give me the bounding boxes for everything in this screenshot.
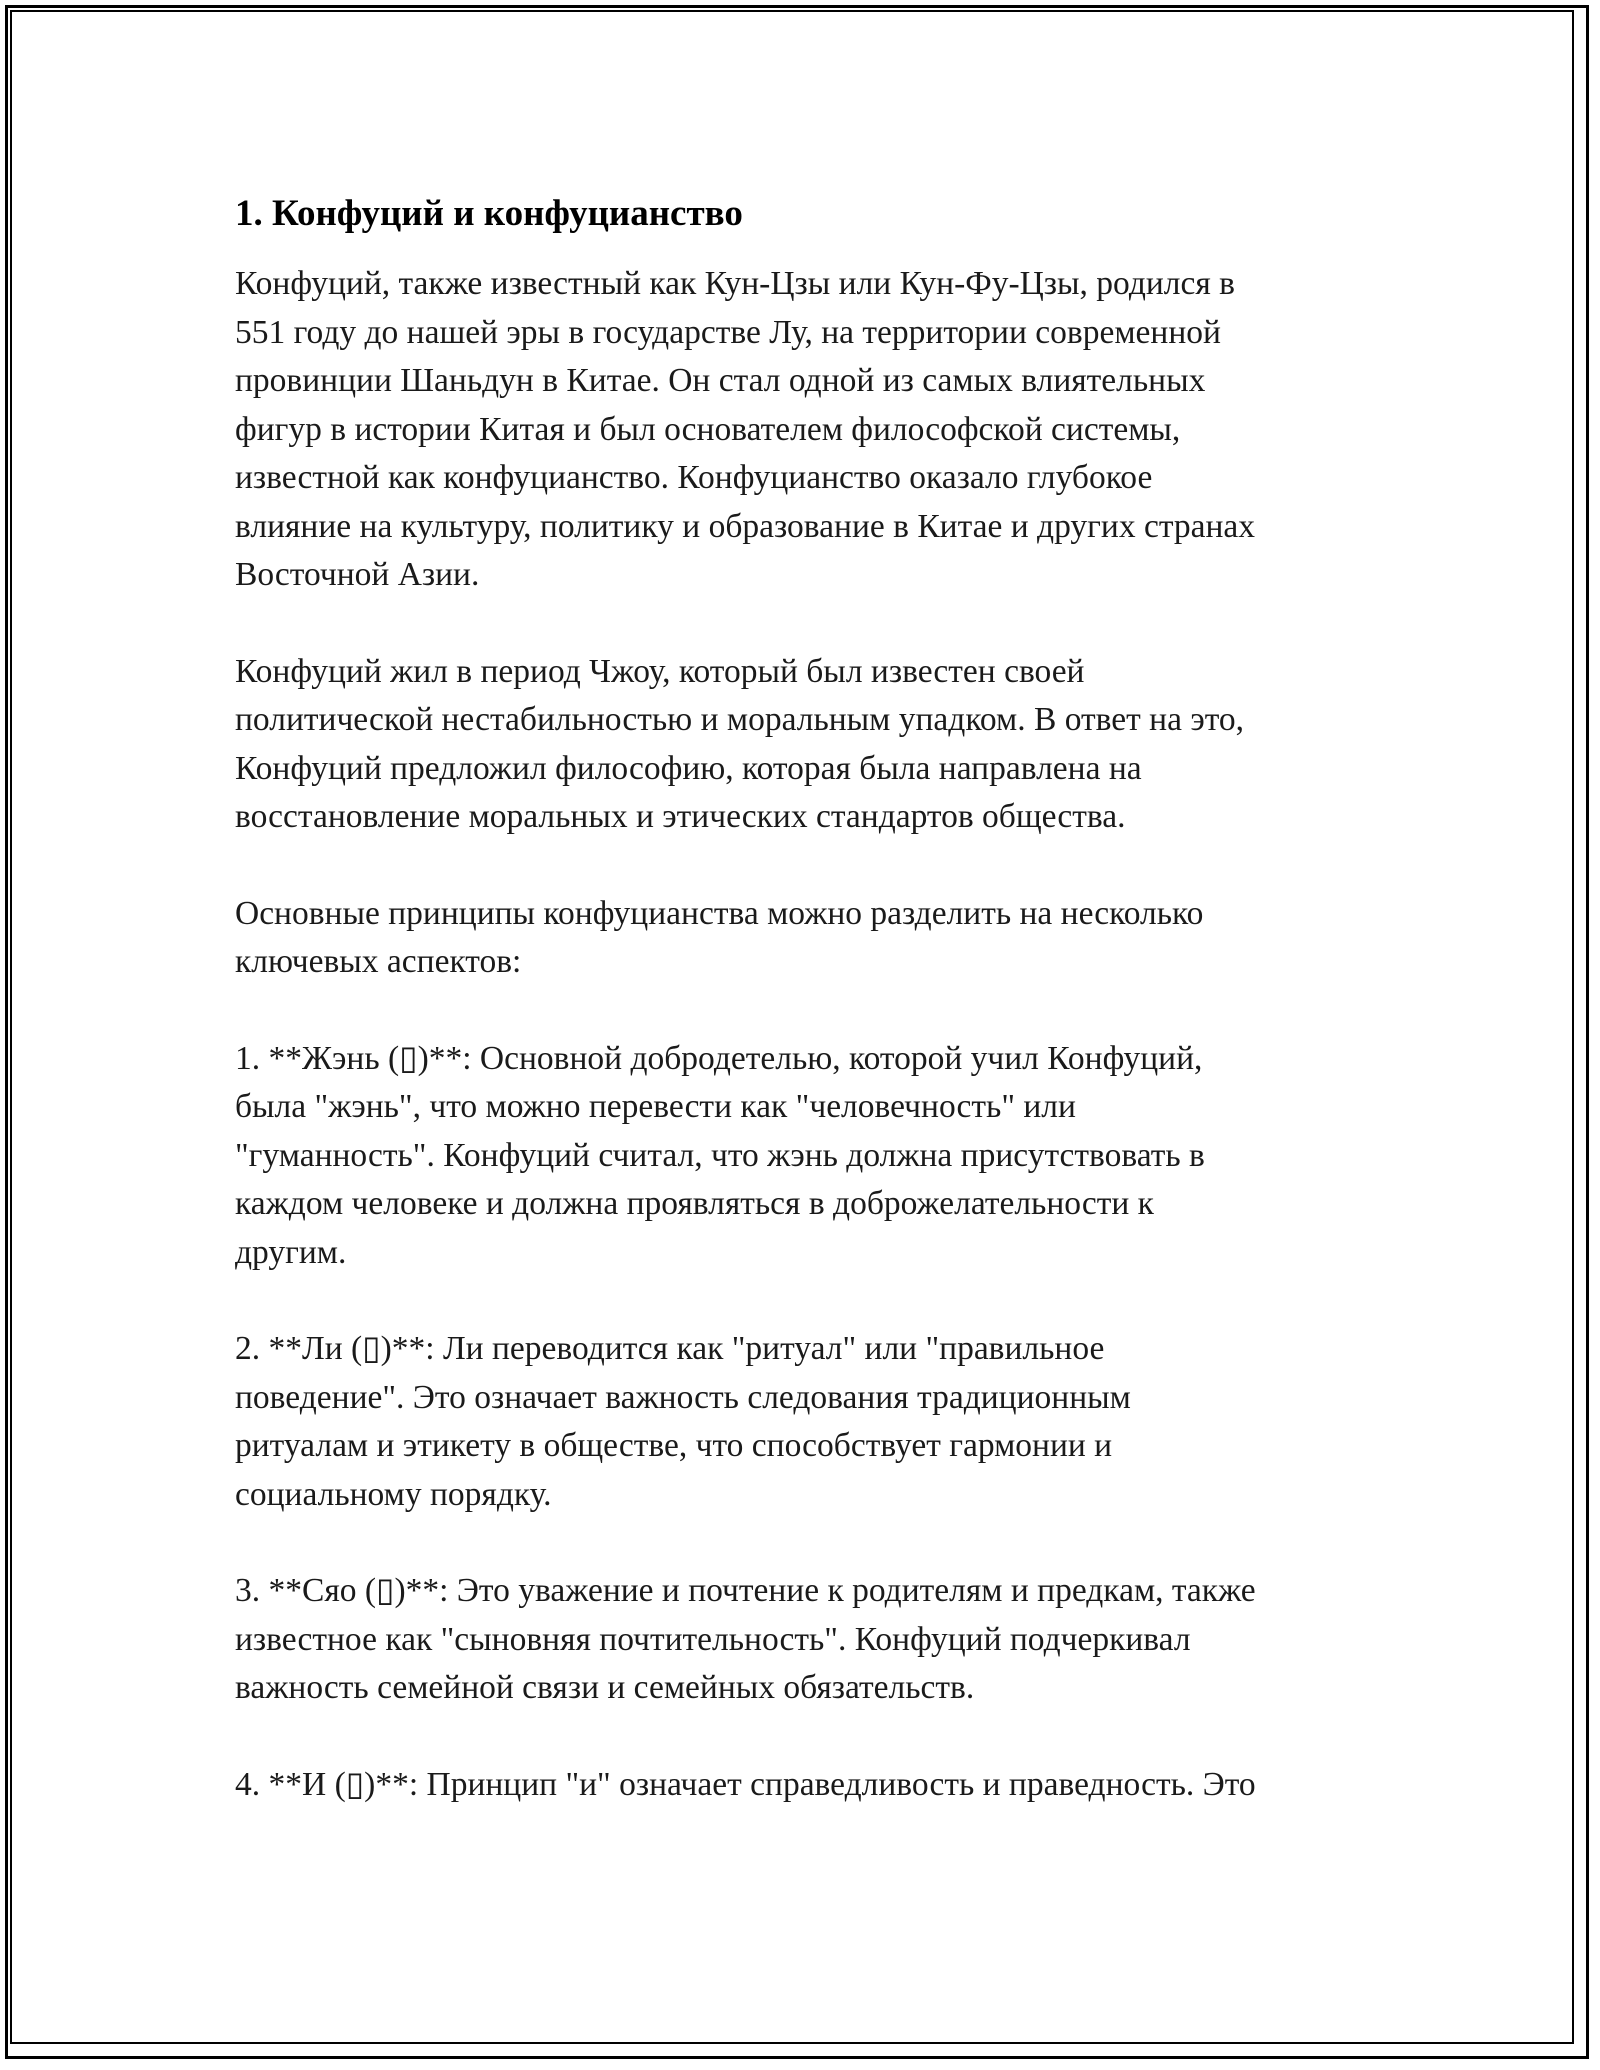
paragraph-principles-intro: Основные принципы конфуцианства можно разделить на несколько ключевых аспектов: (235, 894, 1204, 980)
list-item-yi: 4. **И (▯)**: Принцип "и" означает справедливость и праведность. Это (235, 1765, 1256, 1803)
section-title: 1. Конфуций и конфуцианство (235, 193, 743, 234)
document-body (235, 190, 1385, 1857)
paragraph-intro: Конфуций, также известный как Кун-Цзы или Кун-Фу-Цзы, родился в 551 году до нашей эры в государстве Лу, на территории современной провинции Шаньдун в Китае. Он стал одной из самых влиятельных фигур в истории Китая и был основателем философской системы, известной как конфуцианство. Конфуцианство оказало глубокое влияние на культуру, политику и образование в Китае и других странах Восточной Азии. (235, 265, 1256, 593)
list-item-xiao: 3. **Сяо (▯)**: Это уважение и почтение к родителям и предкам, также известное как "сыновняя почтительность". Конфуций подчеркивал важность семейной связи и семейных обязательств. (235, 1572, 1256, 1706)
list-item-li: 2. **Ли (▯)**: Ли переводится как "ритуал" или "правильное поведение". Это означает важность следования традиционным ритуалам и этикету в обществе, что способствует гармонии и социальному порядку. (235, 1330, 1131, 1513)
paragraph-zhou-period: Конфуций жил в период Чжоу, который был известен своей политической нестабильностью и моральным упадком. В ответ на это, Конфуций предложил философию, которая была направлена на восстановление моральных и этических стандартов общества. (235, 652, 1245, 835)
list-item-ren: 1. **Жэнь (▯)**: Основной добродетелью, которой учил Конфуций, была "жэнь", что можно перевести как "человечность" или "гуманность". Конфуций считал, что жэнь должна присутствовать в каждом человеке и должна проявляться в доброжелательности к другим. (235, 1039, 1205, 1271)
